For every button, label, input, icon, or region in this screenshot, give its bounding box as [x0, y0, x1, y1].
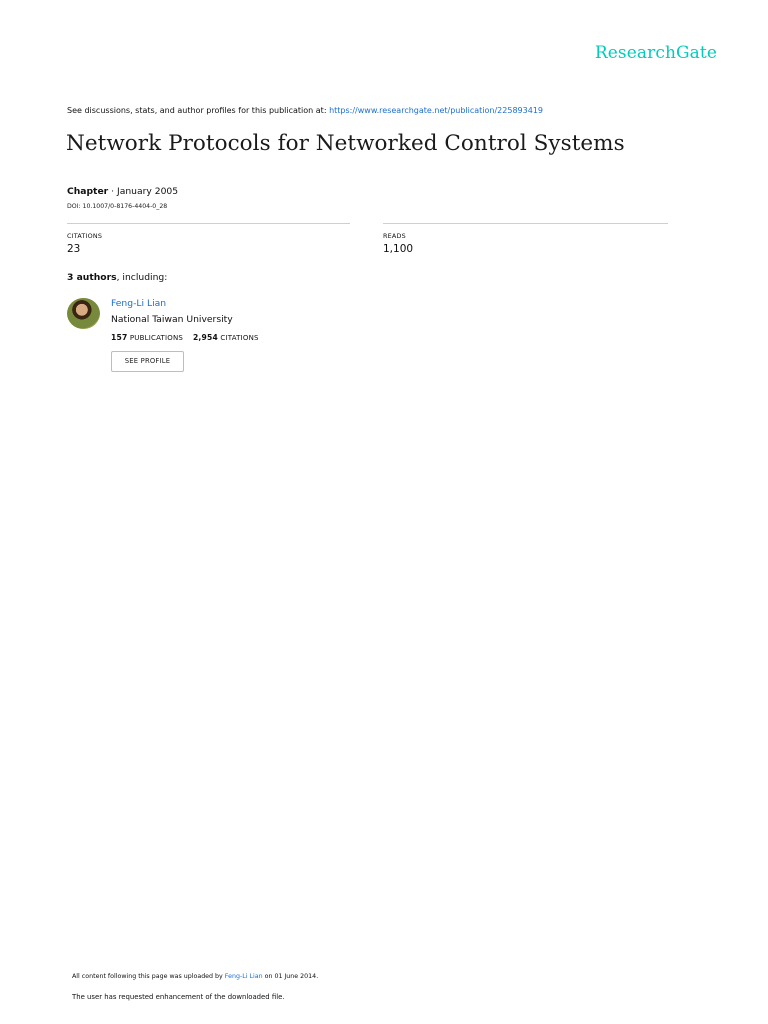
researchgate-logo[interactable]: ResearchGate	[594, 43, 717, 63]
authors-heading	[67, 272, 167, 283]
author-name-link[interactable]: Feng-Li Lian	[111, 298, 167, 309]
author-institution: National Taiwan University	[111, 314, 233, 325]
divider-citations	[67, 223, 350, 224]
publication-intro	[67, 106, 543, 115]
authors-count: 3 authors	[67, 272, 117, 283]
uploader-link[interactable]: Feng-Li Lian	[224, 973, 263, 980]
upload-prefix: All content following this page was uploaded by	[72, 973, 223, 980]
author-citations-count: 2,954	[192, 333, 218, 342]
divider-reads	[383, 223, 668, 224]
intro-text: See discussions, stats, and author profiles for this publication at:	[67, 106, 327, 115]
publication-link[interactable]: https://www.researchgate.net/publication/225893419	[329, 106, 543, 115]
authors-suffix: , including:	[116, 272, 168, 283]
publication-date: January 2005	[116, 186, 179, 197]
citations-label: CITATIONS	[67, 232, 103, 240]
meta-separator: ·	[111, 186, 117, 197]
enhancement-note: The user has requested enhancement of the downloaded file.	[72, 993, 285, 1001]
author-publications-label: PUBLICATIONS	[129, 334, 184, 342]
publication-title: Network Protocols for Networked Control Systems	[66, 131, 625, 156]
publication-type: Chapter	[67, 186, 109, 197]
author-publications-count: 157	[111, 333, 128, 342]
author-avatar[interactable]	[67, 298, 100, 329]
author-stats	[111, 333, 259, 342]
publication-doi: DOI: 10.1007/0-8176-4404-0_28	[67, 203, 168, 210]
upload-suffix: on 01 June 2014.	[264, 973, 319, 980]
citations-count: 23	[67, 243, 81, 255]
upload-note	[72, 973, 318, 980]
author-citations-label: CITATIONS	[220, 334, 259, 342]
reads-count: 1,100	[383, 243, 414, 255]
see-profile-button[interactable]: SEE PROFILE	[111, 351, 184, 372]
publication-meta	[67, 186, 178, 197]
reads-label: READS	[383, 232, 406, 240]
